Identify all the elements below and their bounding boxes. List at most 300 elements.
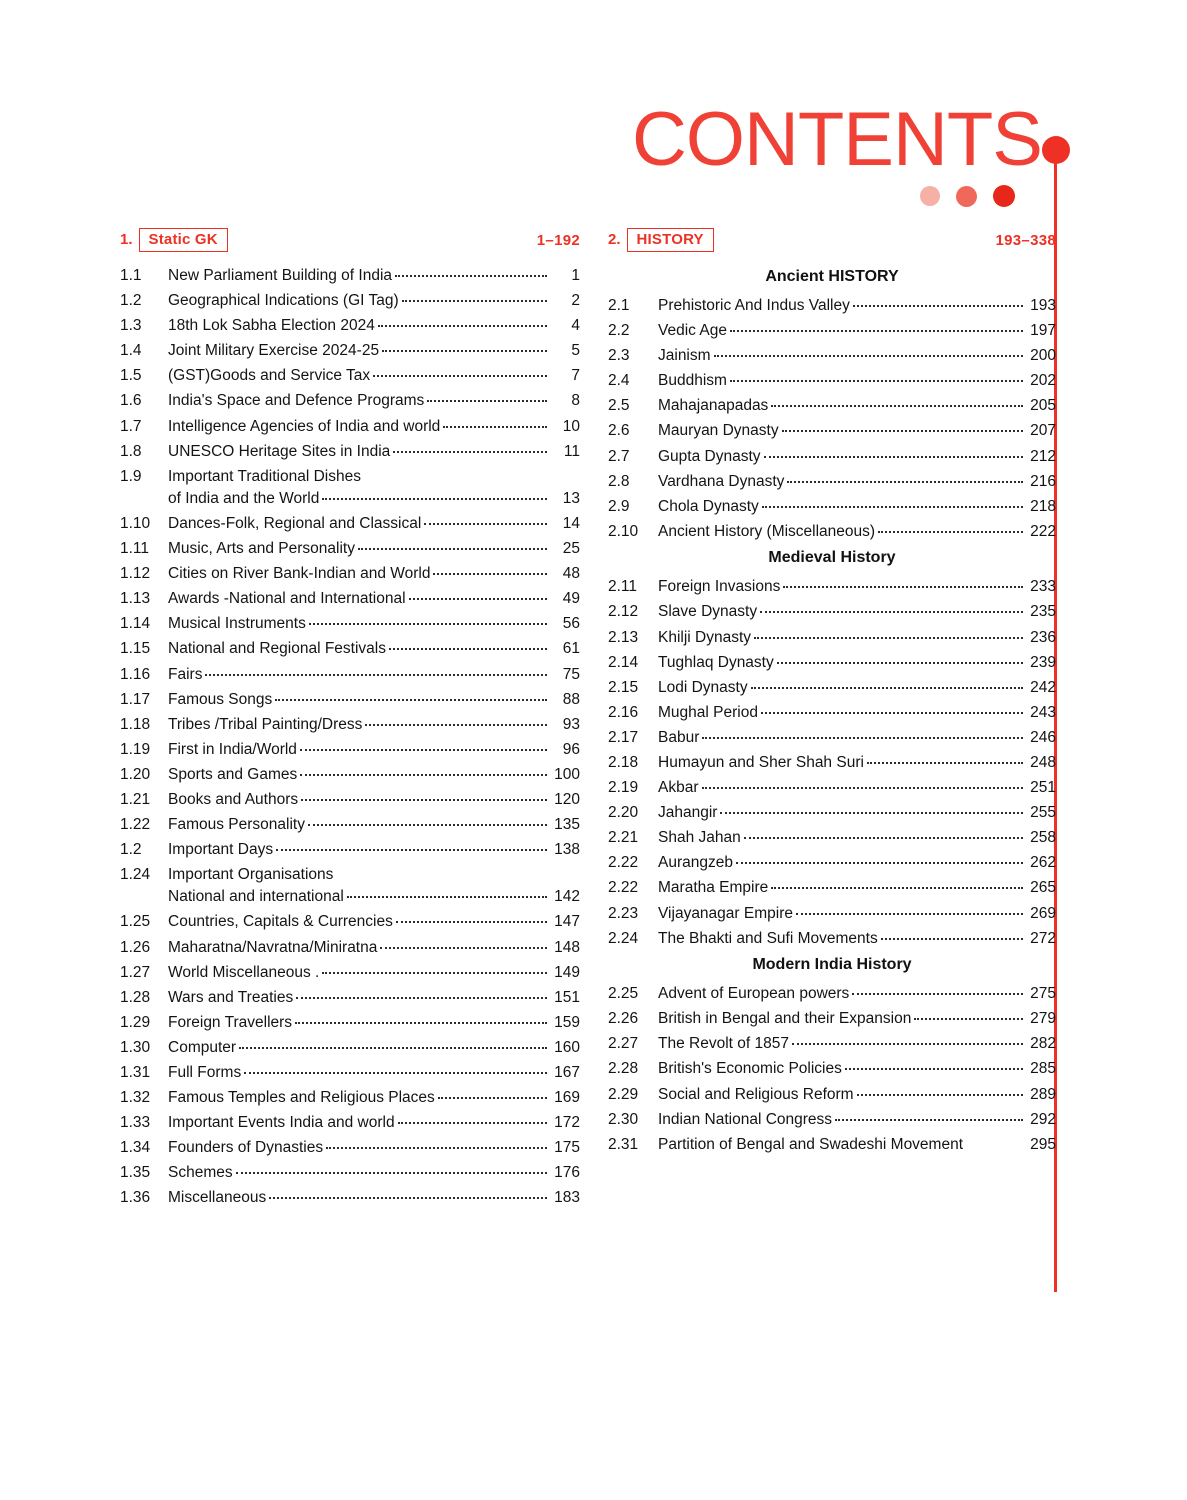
toc-entry[interactable] [608, 780, 1056, 796]
toc-entry[interactable] [608, 630, 1056, 646]
toc-entry-title: Cities on River Bank-Indian and World [168, 565, 431, 583]
toc-entry-number: 1.30 [120, 1038, 151, 1056]
section-header-static-gk [120, 228, 580, 252]
toc-entry[interactable] [608, 1036, 1056, 1052]
toc-entry-number: 2.29 [608, 1085, 639, 1103]
toc-entry-number: 2.23 [608, 904, 639, 922]
toc-leader-dots [364, 477, 547, 478]
toc-entry[interactable] [608, 705, 1056, 721]
toc-entry[interactable] [120, 541, 580, 557]
toc-entry[interactable] [120, 940, 580, 956]
toc-entry-title: Advent of European powers [658, 985, 850, 1003]
toc-entry-page: 1 [571, 267, 580, 284]
toc-entry-number: 2.24 [608, 929, 639, 947]
toc-leader-dots [301, 799, 547, 801]
toc-entry-page: 255 [1030, 804, 1056, 822]
toc-leader-dots [378, 325, 547, 327]
toc-leader-dots [878, 531, 1023, 533]
toc-entry-number: 2.7 [608, 447, 630, 465]
toc-entry-title: Fairs [168, 665, 203, 683]
toc-entry-title: Awards -National and International [168, 590, 406, 608]
toc-entry[interactable] [608, 298, 1056, 314]
toc-entry[interactable] [608, 830, 1056, 846]
toc-entry[interactable] [120, 343, 580, 359]
toc-entry-title: Famous Songs [168, 690, 273, 708]
toc-entry-number: 2.8 [608, 472, 630, 490]
toc-entry-page: 239 [1030, 653, 1056, 671]
toc-entry-page: 25 [562, 540, 580, 558]
decorative-dot-dark [993, 185, 1015, 207]
toc-entry-page: 159 [554, 1013, 580, 1031]
toc-entry[interactable] [120, 641, 580, 657]
toc-entry-number: 1.24 [120, 866, 151, 884]
toc-entry-title: World Miscellaneous . [168, 963, 320, 981]
toc-leader-dots [382, 350, 547, 352]
toc-entry-number: 2.3 [608, 347, 630, 365]
toc-entry-page: 148 [554, 938, 580, 956]
toc-entry-page: 275 [1030, 985, 1056, 1003]
toc-entry-number: 2.5 [608, 397, 630, 415]
toc-entry[interactable] [120, 867, 580, 883]
toc-entry-page: 4 [571, 317, 580, 335]
toc-entry[interactable] [120, 491, 580, 507]
toc-leader-dots [236, 1172, 547, 1174]
toc-entry-title: Foreign Invasions [658, 578, 781, 596]
toc-entry-page: 8 [571, 392, 580, 410]
toc-leader-dots [347, 896, 547, 898]
section-number: 1. [120, 231, 133, 248]
toc-entry-page: 93 [562, 715, 580, 733]
toc-entry-number: 1.28 [120, 988, 151, 1006]
toc-leader-dots [853, 305, 1023, 307]
toc-entry-number: 2.16 [608, 703, 639, 721]
toc-leader-dots [857, 1094, 1023, 1096]
toc-entry-number: 2.2 [608, 322, 630, 340]
page-title-wrap [0, 97, 1060, 182]
toc-entry[interactable] [608, 604, 1056, 620]
toc-entry-title: The Bhakti and Sufi Movements [658, 929, 878, 947]
toc-entry-page: 75 [562, 665, 580, 683]
toc-entry-number: 1.2 [120, 841, 142, 859]
toc-entry-title: Babur [658, 728, 700, 746]
toc-leader-dots [761, 712, 1023, 714]
toc-entry[interactable] [120, 717, 580, 733]
toc-entry-title: Shah Jahan [658, 829, 741, 847]
toc-entry[interactable] [120, 318, 580, 334]
decorative-dot-light [920, 186, 940, 206]
toc-entry-page: 272 [1030, 929, 1056, 947]
toc-entry-title: Social and Religious Reform [658, 1085, 854, 1103]
toc-leader-dots [736, 862, 1023, 864]
toc-entry[interactable] [608, 855, 1056, 871]
toc-leader-dots [424, 523, 547, 525]
toc-entry-number: 2.13 [608, 628, 639, 646]
toc-entry-page: 285 [1030, 1060, 1056, 1078]
toc-entry-number: 2.22 [608, 854, 639, 872]
toc-entry-title: Indian National Congress [658, 1110, 833, 1128]
toc-entry-title: Geographical Indications (GI Tag) [168, 292, 399, 310]
toc-entry-page: 147 [554, 913, 580, 931]
toc-entry-number: 2.17 [608, 728, 639, 746]
toc-entry-title: Khilji Dynasty [658, 628, 752, 646]
toc-entry-title: Tughlaq Dynasty [658, 653, 774, 671]
toc-entry[interactable] [120, 767, 580, 783]
toc-entry-page: 7 [571, 367, 580, 385]
toc-entry[interactable] [608, 474, 1056, 490]
toc-entry-title: Foreign Travellers [168, 1013, 293, 1031]
toc-list [608, 986, 1056, 1152]
toc-entry[interactable] [120, 692, 580, 708]
toc-leader-dots [714, 355, 1023, 357]
toc-entry-title: Schemes [168, 1164, 233, 1182]
toc-entry[interactable] [608, 373, 1056, 389]
toc-leader-dots [760, 611, 1023, 613]
toc-entry[interactable] [120, 516, 580, 532]
toc-entry-number: 1.3 [120, 317, 142, 335]
toc-entry[interactable] [120, 965, 580, 981]
toc-entry-title: Chola Dynasty [658, 497, 759, 515]
toc-entry-title: of India and the World [168, 489, 320, 507]
toc-entry[interactable] [608, 655, 1056, 671]
toc-entry-title: Aurangzeb [658, 854, 733, 872]
toc-entry[interactable] [608, 524, 1056, 540]
page-title: CONTENTS [632, 97, 1042, 182]
toc-entry-title: Prehistoric And Indus Valley [658, 297, 850, 314]
toc-entry-page: 289 [1030, 1085, 1056, 1103]
toc-entry-title: Intelligence Agencies of India and world [168, 417, 441, 435]
toc-entry-title: First in India/World [168, 740, 297, 758]
toc-entry-number: 1.20 [120, 765, 151, 783]
toc-entry-number: 2.12 [608, 603, 639, 621]
toc-entry[interactable] [120, 1140, 580, 1156]
toc-leader-dots [300, 749, 547, 751]
toc-entry-title: Computer [168, 1038, 237, 1056]
subsection-heading: Ancient HISTORY [765, 268, 899, 285]
section-body-static-gk [120, 268, 580, 1206]
toc-entry-number: 2.20 [608, 804, 639, 822]
toc-leader-dots [744, 837, 1023, 839]
toc-entry[interactable] [608, 1061, 1056, 1077]
toc-entry-page: 14 [562, 514, 580, 532]
toc-entry-number: 2.14 [608, 653, 639, 671]
toc-leader-dots [295, 1022, 547, 1024]
toc-entry-title: Mauryan Dynasty [658, 422, 779, 440]
toc-entry-title: British in Bengal and their Expansion [658, 1010, 912, 1028]
toc-entry[interactable] [608, 931, 1056, 947]
toc-entry-title: Full Forms [168, 1064, 242, 1081]
toc-entry[interactable] [120, 667, 580, 683]
toc-entry[interactable] [608, 755, 1056, 771]
toc-entry-number: 1.25 [120, 913, 151, 931]
toc-leader-dots [787, 481, 1023, 483]
toc-entry-page: 197 [1030, 322, 1056, 340]
toc-entry[interactable] [120, 817, 580, 833]
toc-entry-title: Famous Personality [168, 816, 305, 834]
toc-entry-page: 212 [1030, 447, 1056, 465]
toc-entry-number: 1.26 [120, 938, 151, 956]
toc-leader-dots [771, 887, 1023, 889]
toc-entry-title: Maharatna/Navratna/Miniratna [168, 938, 378, 956]
toc-entry-number: 2.27 [608, 1035, 639, 1053]
toc-entry[interactable] [120, 990, 580, 1006]
toc-entry-number: 1.2 [120, 292, 142, 310]
toc-entry[interactable] [120, 889, 580, 905]
toc-entry-title: Partition of Bengal and Swadeshi Movement [658, 1135, 964, 1153]
toc-entry[interactable] [608, 398, 1056, 414]
toc-entry[interactable] [120, 1115, 580, 1131]
toc-entry[interactable] [608, 348, 1056, 364]
toc-entry[interactable] [120, 842, 580, 858]
toc-entry-number: 2.15 [608, 678, 639, 696]
toc-entry-page: 205 [1030, 397, 1056, 415]
toc-entry-page: 282 [1030, 1035, 1056, 1053]
toc-entry-title: Vijayanagar Empire [658, 904, 793, 922]
toc-entry-title: National and international [168, 888, 344, 906]
toc-entry[interactable] [120, 1040, 580, 1056]
toc-entry[interactable] [120, 591, 580, 607]
toc-entry[interactable] [608, 1011, 1056, 1027]
toc-entry[interactable] [120, 1015, 580, 1031]
toc-entry-number: 2.18 [608, 754, 639, 771]
toc-entry-title: Important Days [168, 841, 274, 859]
toc-entry-number: 1.19 [120, 740, 151, 758]
toc-leader-dots [852, 993, 1023, 995]
toc-entry-number: 1.11 [120, 540, 150, 558]
toc-entry[interactable] [120, 616, 580, 632]
toc-leader-dots [845, 1068, 1023, 1070]
toc-entry-title: Joint Military Exercise 2024-25 [168, 342, 380, 360]
toc-entry-title: Lodi Dynasty [658, 678, 748, 696]
toc-entry-title: Gupta Dynasty [658, 447, 761, 465]
toc-entry-number: 1.16 [120, 665, 151, 683]
toc-entry-title: New Parliament Building of India [168, 267, 393, 284]
toc-leader-dots [867, 762, 1023, 764]
toc-entry[interactable] [120, 419, 580, 435]
toc-entry-number: 1.31 [120, 1064, 151, 1081]
section-number: 2. [608, 231, 621, 248]
toc-entry[interactable] [120, 914, 580, 930]
toc-entry-page: 172 [554, 1114, 580, 1132]
toc-entry-page: 167 [554, 1064, 580, 1081]
toc-list [120, 268, 580, 1206]
toc-entry[interactable] [120, 1090, 580, 1106]
toc-entry[interactable] [120, 1165, 580, 1181]
toc-entry-title: The Revolt of 1857 [658, 1035, 789, 1053]
toc-entry[interactable] [608, 986, 1056, 1002]
toc-leader-dots [796, 913, 1023, 915]
toc-entry-page: 151 [554, 988, 580, 1006]
toc-entry[interactable] [120, 566, 580, 582]
toc-entry[interactable] [608, 1137, 1056, 1153]
toc-entry-title: Humayun and Sher Shah Suri [658, 754, 864, 771]
subsection-heading: Medieval History [768, 549, 896, 567]
toc-entry[interactable] [608, 423, 1056, 439]
toc-entry-number: 2.25 [608, 985, 639, 1003]
toc-entry[interactable] [120, 268, 580, 284]
toc-leader-dots [433, 573, 547, 575]
toc-entry-title: Musical Instruments [168, 615, 306, 633]
toc-entry[interactable] [120, 1065, 580, 1081]
toc-leader-dots [373, 375, 547, 377]
toc-entry-title: Vardhana Dynasty [658, 472, 785, 490]
toc-leader-dots [443, 426, 547, 428]
toc-entry-page: 56 [562, 615, 580, 633]
toc-entry-page: 48 [562, 565, 580, 583]
toc-leader-dots [730, 380, 1023, 382]
toc-entry-number: 1.4 [120, 342, 142, 360]
toc-entry[interactable] [608, 579, 1056, 595]
toc-entry-title: Jahangir [658, 804, 718, 822]
toc-leader-dots [365, 724, 547, 726]
toc-list [608, 579, 1056, 946]
section-page-range: 1–192 [536, 231, 580, 249]
toc-leader-dots [835, 1119, 1023, 1121]
toc-leader-dots [783, 586, 1023, 588]
toc-entry-page: 88 [562, 690, 580, 708]
toc-leader-dots [395, 275, 547, 277]
toc-entry[interactable] [608, 906, 1056, 922]
toc-entry-number: 2.26 [608, 1010, 639, 1028]
toc-entry-page: 222 [1030, 522, 1056, 540]
toc-entry[interactable] [120, 469, 580, 485]
toc-entry-page: 236 [1030, 628, 1056, 646]
section-title: Static GK [139, 228, 228, 252]
toc-entry[interactable] [608, 499, 1056, 515]
toc-entry[interactable] [608, 680, 1056, 696]
toc-leader-dots [782, 430, 1023, 432]
toc-entry-number: 1.5 [120, 367, 142, 385]
toc-entry-number: 1.22 [120, 816, 151, 834]
toc-entry-page: 248 [1030, 754, 1056, 771]
toc-entry-page: 243 [1030, 703, 1056, 721]
toc-entry-number: 1.18 [120, 715, 151, 733]
toc-entry-title: Dances-Folk, Regional and Classical [168, 514, 422, 532]
toc-entry-page: 2 [571, 292, 580, 310]
toc-entry[interactable] [120, 293, 580, 309]
toc-entry-title: Music, Arts and Personality [168, 540, 355, 558]
toc-leader-dots [239, 1047, 547, 1049]
toc-entry-page: 216 [1030, 472, 1056, 490]
toc-entry-number: 2.10 [608, 522, 639, 540]
toc-entry[interactable] [608, 1112, 1056, 1128]
toc-entry-number: 1.10 [120, 514, 151, 532]
toc-entry-number: 1.9 [120, 467, 142, 485]
toc-entry[interactable] [608, 1087, 1056, 1103]
toc-leader-dots [322, 972, 547, 974]
toc-entry-page: 135 [554, 816, 580, 834]
toc-entry-title: British's Economic Policies [658, 1060, 842, 1078]
toc-entry-page: 265 [1030, 879, 1056, 897]
toc-entry-title: India's Space and Defence Programs [168, 392, 425, 410]
toc-leader-dots [402, 300, 547, 302]
toc-entry-page: 96 [562, 740, 580, 758]
toc-leader-dots [427, 400, 547, 402]
toc-entry-page: 49 [562, 590, 580, 608]
toc-entry-page: 61 [562, 640, 580, 658]
toc-entry-page: 142 [554, 888, 580, 906]
toc-leader-dots [764, 456, 1023, 458]
toc-leader-dots [409, 598, 547, 600]
toc-list [608, 298, 1056, 539]
toc-entry[interactable] [608, 805, 1056, 821]
section-header-history [608, 228, 1056, 252]
toc-entry-number: 1.35 [120, 1164, 151, 1182]
toc-entry-number: 2.4 [608, 372, 630, 390]
toc-entry-title: Miscellaneous [168, 1189, 267, 1207]
toc-entry-title: Buddhism [658, 372, 727, 390]
toc-entry-title: Important Organisations [168, 866, 334, 884]
column-left [120, 228, 580, 1216]
toc-entry-number: 1.8 [120, 442, 142, 460]
toc-entry-number: 2.28 [608, 1060, 639, 1078]
toc-entry-title: Tribes /Tribal Painting/Dress [168, 715, 363, 733]
toc-entry-number: 1.15 [120, 640, 151, 658]
toc-entry-title: Sports and Games [168, 765, 298, 783]
toc-entry-number: 1.27 [120, 963, 151, 981]
toc-entry-number: 1.1 [120, 267, 142, 284]
toc-entry-title: Famous Temples and Religious Places [168, 1089, 435, 1107]
toc-entry-page: 279 [1030, 1010, 1056, 1028]
toc-entry[interactable] [608, 730, 1056, 746]
column-right [608, 228, 1056, 1162]
toc-entry-page: 258 [1030, 829, 1056, 847]
toc-leader-dots [380, 947, 547, 949]
toc-entry-number: 1.6 [120, 392, 142, 410]
toc-entry-page: 292 [1030, 1110, 1056, 1128]
toc-leader-dots [336, 875, 547, 876]
toc-leader-dots [309, 623, 547, 625]
toc-entry[interactable] [608, 449, 1056, 465]
toc-leader-dots [244, 1072, 547, 1074]
toc-entry[interactable] [120, 792, 580, 808]
toc-entry[interactable] [120, 742, 580, 758]
toc-entry-page: 200 [1030, 347, 1056, 365]
toc-entry-number: 1.33 [120, 1114, 151, 1132]
toc-entry[interactable] [120, 368, 580, 384]
toc-entry-number: 2.19 [608, 779, 639, 797]
toc-entry-number: 1.14 [120, 615, 151, 633]
toc-entry-title: Mughal Period [658, 703, 758, 721]
decorative-dot-medium [956, 186, 977, 207]
toc-leader-dots [322, 498, 547, 500]
toc-entry-page: 235 [1030, 603, 1056, 621]
toc-entry-number: 2.9 [608, 497, 630, 515]
toc-leader-dots [966, 1145, 1023, 1146]
toc-entry-number: 1.32 [120, 1089, 151, 1107]
toc-entry[interactable] [120, 444, 580, 460]
section-page-range: 193–338 [995, 231, 1056, 249]
toc-entry[interactable] [608, 880, 1056, 896]
section-title: HISTORY [627, 228, 714, 252]
toc-entry-number: 2.6 [608, 422, 630, 440]
toc-entry-title: Akbar [658, 779, 699, 797]
toc-leader-dots [308, 824, 547, 826]
toc-entry-title: Jainism [658, 347, 711, 365]
toc-entry-number: 1.29 [120, 1013, 151, 1031]
toc-entry-title: Important Events India and world [168, 1114, 395, 1132]
toc-entry[interactable] [608, 323, 1056, 339]
toc-leader-dots [269, 1197, 547, 1199]
toc-entry-title: 18th Lok Sabha Election 2024 [168, 317, 375, 335]
toc-entry-title: (GST)Goods and Service Tax [168, 367, 371, 385]
toc-entry-number: 1.17 [120, 690, 151, 708]
toc-entry-title: UNESCO Heritage Sites in India [168, 442, 391, 460]
toc-entry[interactable] [120, 393, 580, 409]
toc-entry[interactable] [120, 1190, 580, 1206]
toc-entry-page: 11 [563, 442, 580, 460]
toc-leader-dots [396, 921, 547, 923]
toc-entry-page: 218 [1030, 497, 1056, 515]
